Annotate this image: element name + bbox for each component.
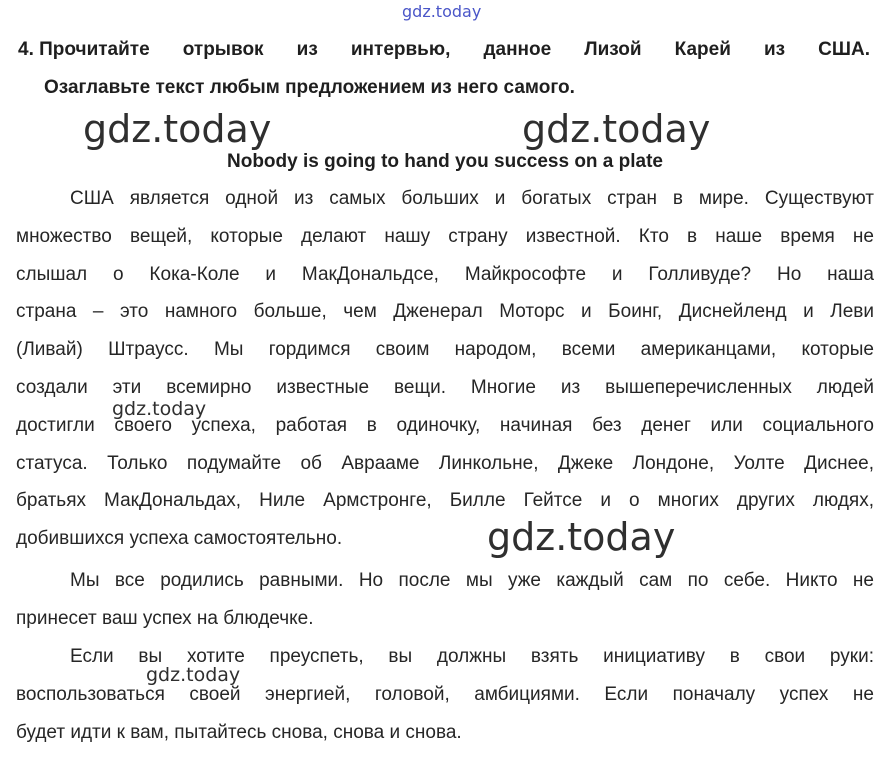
task-word: Карей [674, 39, 731, 60]
paragraph-line: слышал о Кока-Коле и МакДональдсе, Майкрософте и Голливуде? Но наша [16, 263, 874, 285]
paragraph-line: США является одной из самых больших и богатых стран в мире. Существуют [70, 188, 874, 209]
task-line-1 [18, 36, 870, 64]
paragraph-line: создали эти всемирно известные вещи. Многие из вышеперечисленных людей [16, 376, 874, 398]
task-word: интервью, [350, 39, 451, 60]
task-number: 4. [18, 39, 34, 60]
paragraph-line: множество вещей, которые делают нашу страну известной. Кто в наше время не [16, 225, 874, 247]
task-word: из [763, 39, 786, 60]
watermark-small: gdz.today [112, 398, 207, 420]
paragraph-line: Мы все родились равными. Но после мы уже каждый сам по себе. Никто не [70, 570, 874, 591]
task-word: данное [483, 39, 552, 60]
task-word: из [296, 39, 318, 60]
watermark-top: gdz.today [402, 2, 482, 21]
paragraph-line: страна – это намного больше, чем Дженерал Моторс и Боинг, Диснейленд и Леви [16, 301, 874, 323]
paragraph [16, 180, 874, 558]
paragraph-line: достигли своего успеха, работая в одиночку, начиная без денег или социального [16, 414, 874, 436]
task-word: Лизой [584, 39, 642, 60]
task-instruction [18, 36, 870, 102]
task-word: Прочитайте [39, 39, 150, 60]
paragraph-line: статуса. Только подумайте об Аврааме Линкольне, Джеке Лондоне, Уолте Диснее, [16, 452, 874, 474]
paragraph [16, 562, 874, 638]
paragraph-line: братьях МакДональдах, Ниле Армстронге, Билле Гейтсе и о многих других людях, [16, 490, 874, 512]
paragraph-line: (Ливай) Штраусс. Мы гордимся своим народом, всеми американцами, которые [16, 339, 874, 361]
paragraph [16, 638, 874, 751]
task-word: США. [818, 39, 870, 60]
task-word: отрывок [182, 39, 264, 60]
watermark-large: gdz.today [522, 107, 711, 151]
paragraph-line: добившихся успеха самостоятельно. [16, 528, 343, 550]
watermark-large: gdz.today [83, 107, 272, 151]
paragraph-line: Если вы хотите преуспеть, вы должны взять инициативу в свои руки: [70, 646, 874, 667]
paragraph-line: будет идти к вам, пытайтесь снова, снова и снова. [16, 721, 462, 743]
task-line-2: Озаглавьте текст любым предложением из него самого. [44, 77, 575, 98]
watermark-large: gdz.today [487, 515, 676, 559]
paragraph-line: принесет ваш успех на блюдечке. [16, 607, 314, 629]
watermark-small: gdz.today [146, 664, 241, 686]
text-title: Nobody is going to hand you success on a plate [227, 151, 663, 172]
paragraph-line: воспользоваться своей энергией, головой, амбициями. Если поначалу успех не [16, 683, 874, 705]
task-number-and-word [18, 36, 150, 64]
